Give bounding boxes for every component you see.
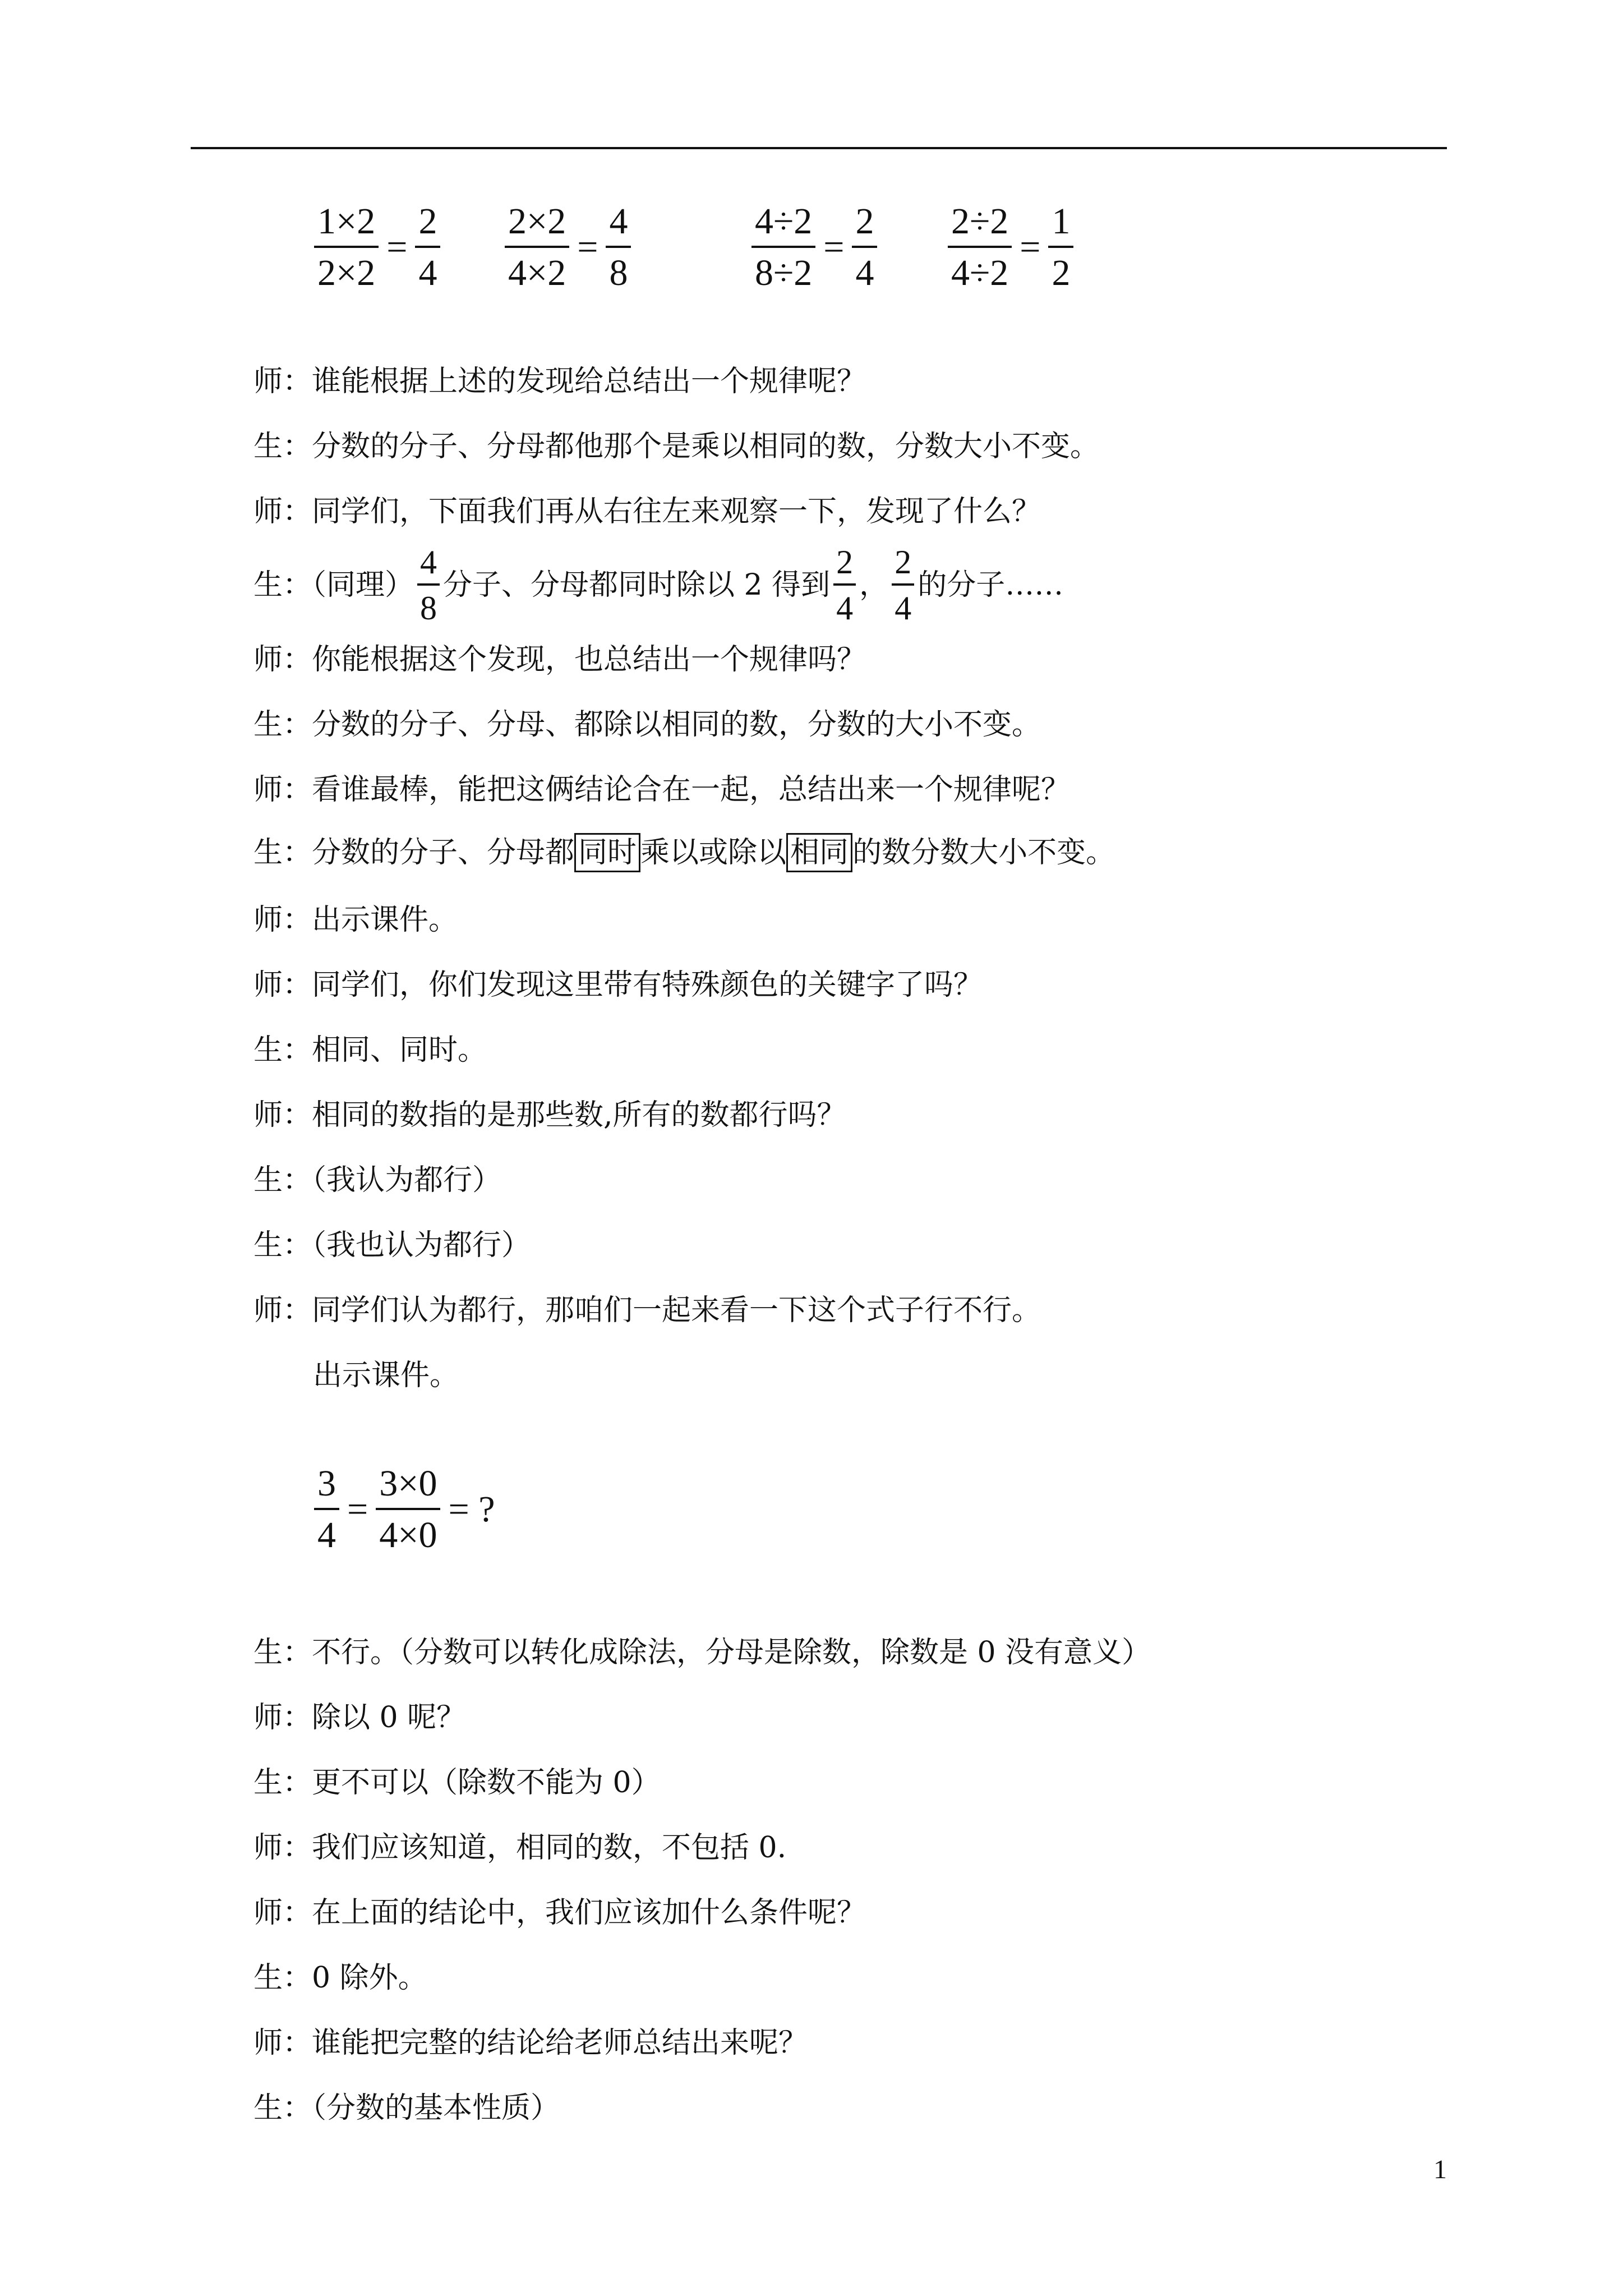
keyword-box: 相同 [786, 833, 852, 872]
dialogue-line: 师：除以 0 呢？ [253, 1701, 466, 1734]
dialogue-line: 师：相同的数指的是那些数,所有的数都行吗？ [253, 1098, 846, 1132]
dialogue-line: 师：同学们认为都行，那咱们一起来看一下这个式子行不行。 [253, 1294, 1041, 1327]
dialogue-line: 生：（分数的基本性质） [253, 2091, 560, 2125]
fraction: $\frac{2\div 2}{4\div 2}$ [948, 203, 1012, 292]
dialogue-line-boxed: 生：分数的分子、分母都 同时 乘以或除以 相同 的数分数大小不变。 [253, 838, 1115, 867]
fraction-equation-1: $\frac{1\times 2}{2\times 2}$ = $\frac{2}{4}$ [314, 203, 440, 292]
dialogue-line: 师：谁能把完整的结论给老师总结出来呢？ [253, 2026, 808, 2060]
fraction: $\frac{3}{4}$ [314, 1465, 339, 1554]
dialogue-line: 生：0 除外。 [253, 1961, 427, 1995]
header-rule [191, 147, 1447, 149]
dialogue-line: 师：看谁最棒，能把这俩结论合在一起，总结出来一个规律呢？ [253, 773, 1071, 807]
dialogue-line: 师：同学们，下面我们再从右往左来观察一下，发现了什么？ [253, 495, 1041, 528]
page-number: 1 [1433, 2155, 1447, 2184]
dialogue-line: 生：（我认为都行） [253, 1163, 502, 1197]
dialogue-line: 生：分数的分子、分母都他那个是乘以相同的数，分数大小不变。 [253, 430, 1100, 463]
inline-fraction: $\frac{2}{4}$ [892, 545, 914, 625]
fraction: $\frac{1}{2}$ [1048, 203, 1073, 292]
dialogue-line-indented: 出示课件。 [313, 1359, 459, 1392]
fraction: $\frac{2}{4}$ [852, 203, 877, 292]
fraction: $\frac{4}{8}$ [606, 203, 631, 292]
dialogue-line: 师：出示课件。 [253, 903, 458, 937]
dialogue-line: 师：我们应该知道，相同的数，不包括 0. [253, 1831, 787, 1865]
fraction-equation-2: $\frac{2\times 2}{4\times 2}$ = $\frac{4}{8}$ [505, 203, 631, 292]
dialogue-line: 生：相同、同时。 [253, 1033, 487, 1067]
fraction: $\frac{2}{4}$ [415, 203, 440, 292]
dialogue-line: 生：更不可以（除数不能为 0） [253, 1766, 661, 1800]
inline-fraction: $\frac{4}{8}$ [417, 545, 440, 625]
fraction: $\frac{2\times 2}{4\times 2}$ [505, 203, 569, 292]
inline-fraction: $\frac{2}{4}$ [833, 545, 856, 625]
keyword-box: 同时 [574, 833, 640, 872]
dialogue-line: 生：不行。（分数可以转化成除法，分母是除数，除数是 0 没有意义） [253, 1636, 1151, 1669]
fraction-equation-4: $\frac{2\div 2}{4\div 2}$ = $\frac{1}{2}$ [948, 203, 1073, 292]
dialogue-line: 师：同学们，你们发现这里带有特殊颜色的关键字了吗？ [253, 968, 983, 1002]
dialogue-line: 师：谁能根据上述的发现给总结出一个规律呢？ [253, 365, 866, 398]
dialogue-line: 师：你能根据这个发现，也总结出一个规律吗？ [253, 643, 866, 677]
fraction: $\frac{3\times 0}{4\times 0}$ [376, 1465, 440, 1554]
fraction-equation-3: $\frac{4\div 2}{8\div 2}$ = $\frac{2}{4}$ [751, 203, 877, 292]
fraction: $\frac{4\div 2}{8\div 2}$ [751, 203, 815, 292]
dialogue-line: 师：在上面的结论中，我们应该加什么条件呢？ [253, 1896, 866, 1930]
fraction-equation-zero: $\frac{3}{4}$ = $\frac{3\times 0}{4\times 0}$ = ? [314, 1465, 502, 1554]
dialogue-line-fractions: 生：（同理） $\frac{4}{8}$ 分子、分母都同时除以 2 得到 $\frac{2}{4}$ ， $\frac{2}{4}$ 的分子…… [253, 544, 1064, 627]
dialogue-line: 生：（我也认为都行） [253, 1228, 531, 1262]
fraction: $\frac{1\times 2}{2\times 2}$ [314, 203, 379, 292]
dialogue-line: 生：分数的分子、分母、都除以相同的数，分数的大小不变。 [253, 708, 1041, 742]
